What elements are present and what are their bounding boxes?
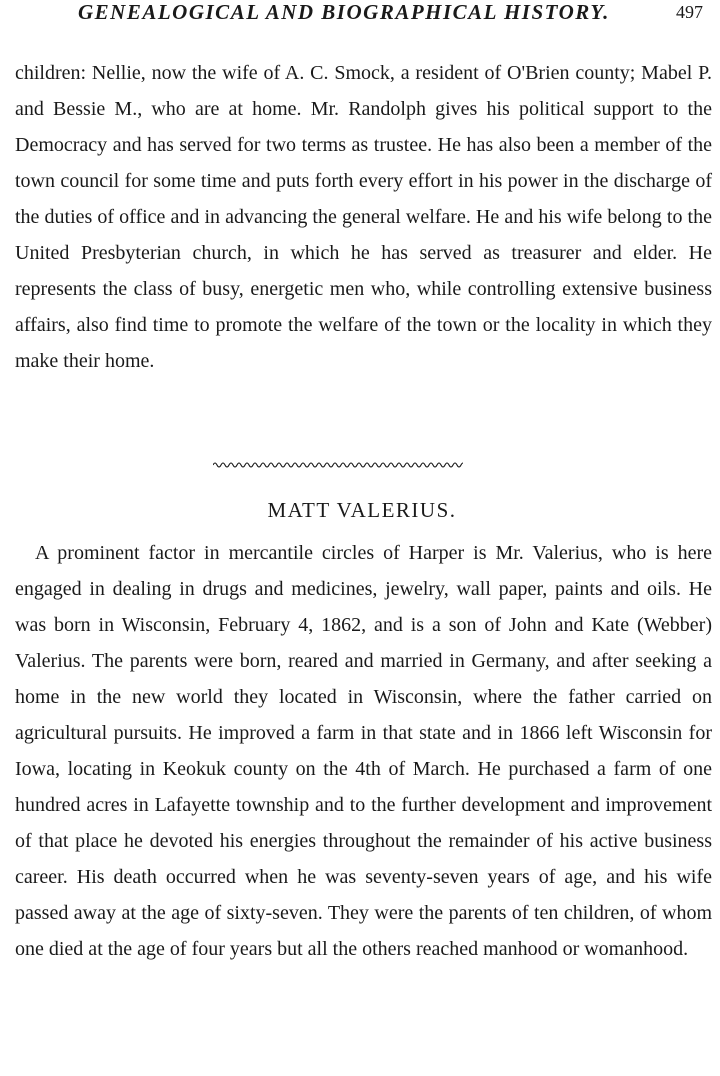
section-paragraph: A prominent factor in mercantile circles of Harper is Mr. Valerius, who is here engaged in dealing in drugs and medicines, jewelry, wall paper, paints and oils. He was born in Wisconsin, February 4, 1862, and is a son of John and Kate (Webber) Valerius. The parents were born, reared and married in Germany, and after seeking a home in the new world they located in Wisconsin, where the father carried on agricultural pursuits. He improved a farm in that state and in 1866 left Wisconsin for Iowa, locating in Keokuk county on the 4th of March. He purchased a farm of one hundred acres in Lafayette township and to the further development and improvement of that place he devoted his energies throughout the remainder of his active business career. His death occurred when he was seventy-seven years of age, and his wife passed away at the age of sixty-seven. They were the parents of ten children, of whom one died at the age of four years but all the others reached manhood or womanhood. — [15, 542, 712, 960]
running-title: GENEALOGICAL AND BIOGRAPHICAL HISTORY. — [78, 0, 610, 24]
continued-paragraph: children: Nellie, now the wife of A. C. Smock, a resident of O'Brien county; Mabel P. and Bessie M., who are at home. Mr. Randolph gives his political support to the Democracy and has served for two terms as trustee. He has also been a member of the town council for some time and puts forth every effort in his power in the discharge of the duties of office and in advancing the general welfare. He and his wife belong to the United Presbyterian church, in which he has served as treasurer and elder. He represents the class of busy, energetic men who, while controlling extensive business affairs, also find time to promote the welfare of the town or the locality in which they make their home. — [15, 62, 712, 372]
running-header — [0, 0, 720, 30]
section-title: MATT VALERIUS. — [267, 498, 457, 522]
page-number: 497 — [676, 2, 703, 22]
section-divider-ornament — [213, 459, 463, 471]
